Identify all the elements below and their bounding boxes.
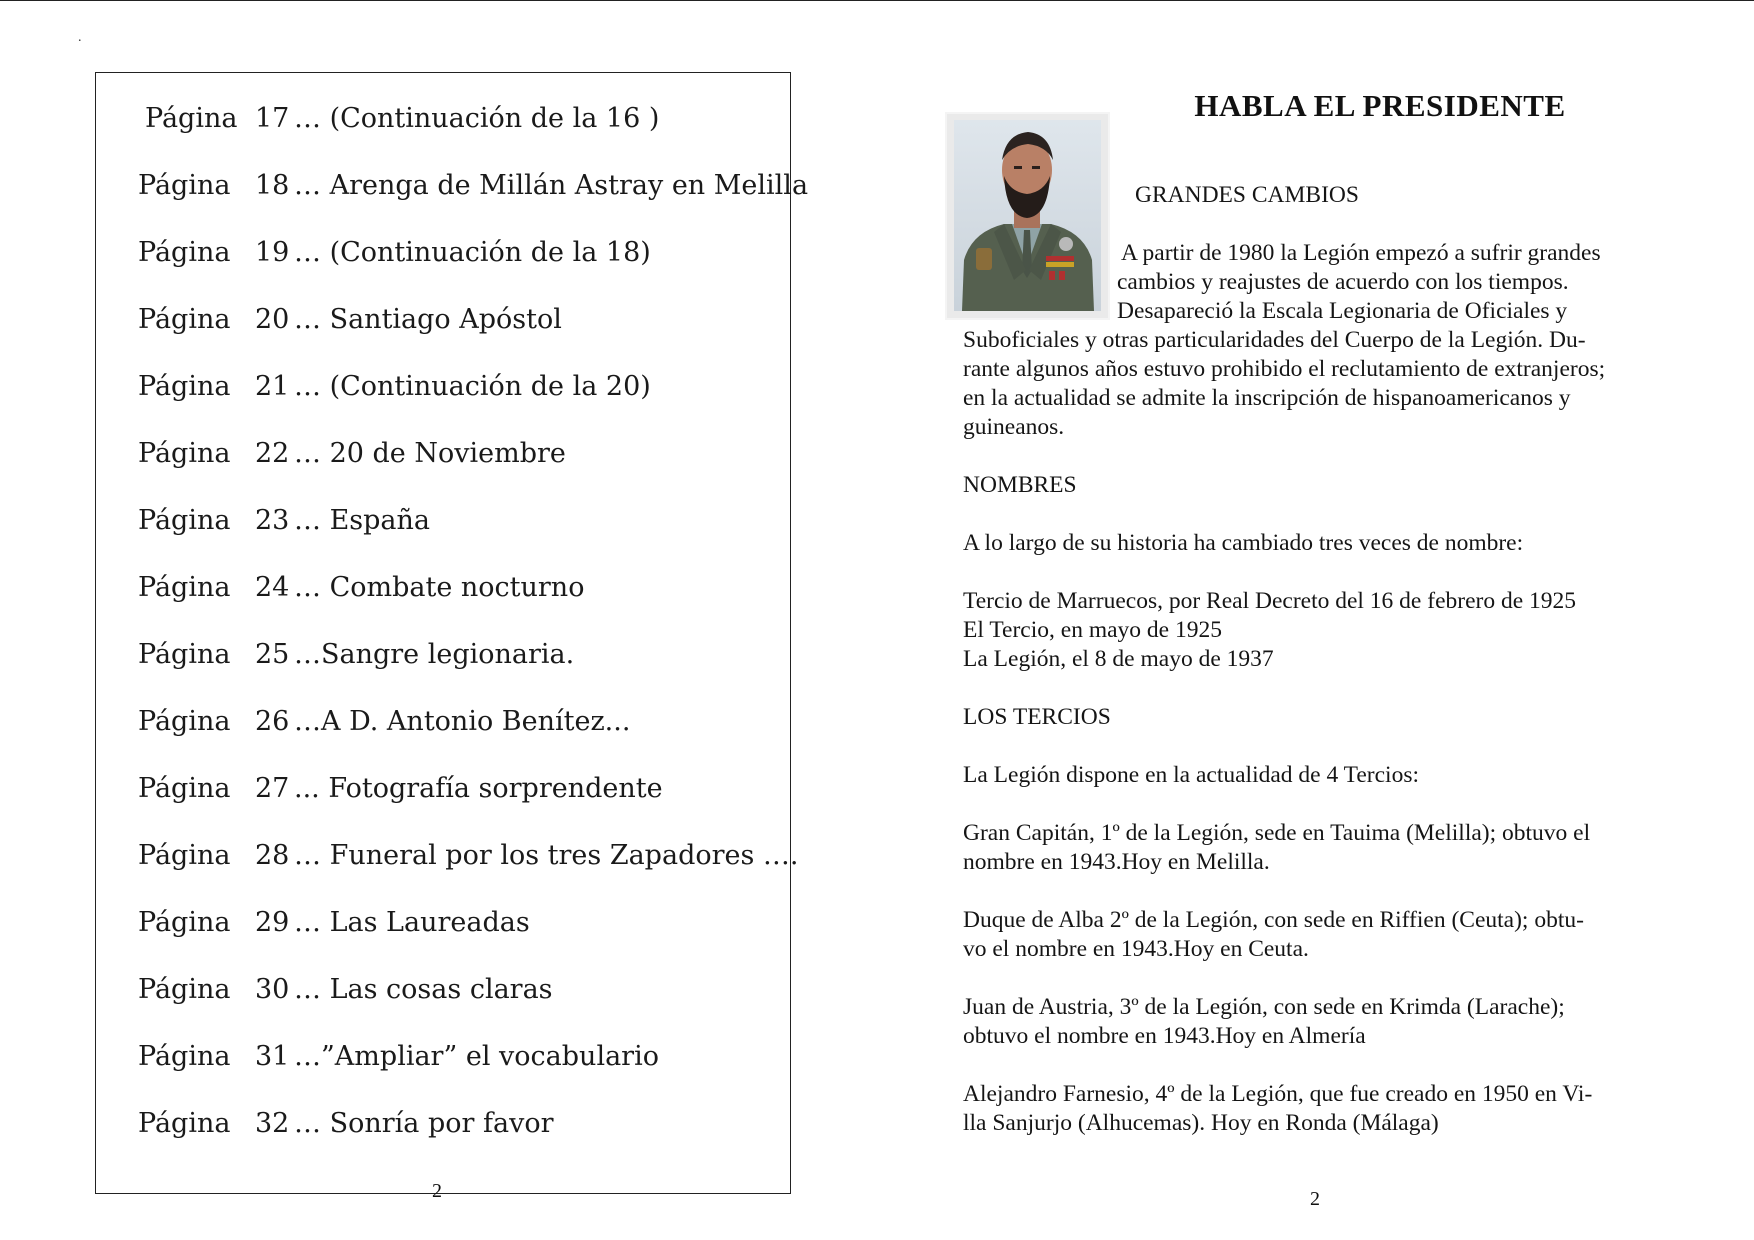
index-page-number: 22 [255,438,290,469]
index-entry-text: … Las Laureadas [294,907,530,938]
index-label: Página [138,170,231,201]
index-row [96,1108,786,1148]
top-border-line [0,0,1754,1]
index-row [96,170,809,210]
index-entry-text: …A D. Antonio Benítez... [294,706,631,737]
index-row [96,371,786,411]
index-entry-text: … España [294,505,431,536]
index-label: Página [138,840,231,871]
paragraph-line: rante algunos años estuvo prohibido el reclutamiento de extranjeros; [963,356,1606,382]
index-entry-text: …”Ampliar” el vocabulario [294,1041,659,1072]
paragraph-line: El Tercio, en mayo de 1925 [963,617,1222,643]
index-page-number: 17 [255,103,290,134]
paragraph-line: lla Sanjurjo (Alhucemas). Hoy en Ronda (Málaga) [963,1110,1439,1136]
left-page-number: 2 [432,1180,442,1202]
paragraph-line: Tercio de Marruecos, por Real Decreto del 16 de febrero de 1925 [963,588,1577,614]
index-entry-text: … Combate nocturno [294,572,585,603]
paragraph-line: Gran Capitán, 1º de la Legión, sede en Tauima (Melilla); obtuvo el [963,820,1591,846]
index-entry-text: … Sonría por favor [294,1108,554,1139]
section-heading-los-tercios: LOS TERCIOS [963,704,1111,730]
index-entry-text: … (Continuación de la 20) [294,371,651,402]
article-title: HABLA EL PRESIDENTE [1194,88,1566,123]
index-entry-text: … 20 de Noviembre [294,438,566,469]
index-label: Página [138,505,231,536]
paragraph-line: vo el nombre en 1943.Hoy en Ceuta. [963,936,1309,962]
index-page-number: 31 [255,1041,290,1072]
paragraph-line: La Legión dispone en la actualidad de 4 Tercios: [963,762,1420,788]
index-row [96,572,786,612]
index-entry-text: …Sangre legionaria. [294,639,575,670]
index-row [96,505,786,545]
index-row [96,639,786,679]
index-label: Página [138,907,231,938]
index-entry-text: ... Fotografía sorprendente [294,773,663,804]
section-heading-grandes-cambios: GRANDES CAMBIOS [1135,182,1359,208]
paragraph-line: Alejandro Farnesio, 4º de la Legión, que fue creado en 1950 en Vi- [963,1081,1593,1107]
index-row [96,706,786,746]
index-row [96,773,786,813]
index-page-number: 18 [255,170,290,201]
index-label: Página [138,1108,231,1139]
index-label: Página [138,438,231,469]
index-row [96,907,786,947]
section-heading-nombres: NOMBRES [963,472,1077,498]
paragraph-line: A lo largo de su historia ha cambiado tres veces de nombre: [963,530,1524,556]
index-page-number: 23 [255,505,290,536]
index-page-number: 21 [255,371,290,402]
paragraph-line: A partir de 1980 la Legión empezó a sufrir grandes [1121,240,1601,266]
index-row [96,103,786,143]
index-label: Página [138,639,231,670]
index-entry-text: … Funeral por los tres Zapadores …. [294,840,799,871]
index-label: Página [138,237,231,268]
index-label: Página [138,371,231,402]
paragraph-line: Desapareció la Escala Legionaria de Oficiales y [1117,298,1568,324]
index-page-number: 32 [255,1108,290,1139]
paragraph-line: guineanos. [963,414,1065,440]
stray-dot: . [78,30,82,45]
index-row [96,840,799,880]
index-entry-text: … Santiago Apóstol [294,304,562,335]
portrait-image [954,120,1101,311]
paragraph-line: cambios y reajustes de acuerdo con los tiempos. [1117,269,1569,295]
index-label: Página [138,572,231,603]
paragraph-line: Suboficiales y otras particularidades del Cuerpo de la Legión. Du- [963,327,1586,353]
index-page-number: 19 [255,237,290,268]
index-label: Página [145,103,238,134]
index-entry-text: … (Continuación de la 16 ) [294,103,660,134]
index-label: Página [138,1041,231,1072]
president-photo [945,112,1110,320]
index-page-number: 27 [255,773,290,804]
paragraph-line: nombre en 1943.Hoy en Melilla. [963,849,1270,875]
index-page-number: 28 [255,840,290,871]
index-page-number: 20 [255,304,290,335]
right-page-number: 2 [1310,1188,1320,1210]
paragraph-line: Duque de Alba 2º de la Legión, con sede en Riffien (Ceuta); obtu- [963,907,1584,933]
index-label: Página [138,974,231,1005]
index-frame [95,72,809,1194]
paragraph-line: Juan de Austria, 3º de la Legión, con sede en Krimda (Larache); [963,994,1565,1020]
index-entry-text: … (Continuación de la 18) [294,237,651,268]
paragraph-line: La Legión, el 8 de mayo de 1937 [963,646,1274,672]
index-page-number: 24 [255,572,290,603]
paragraph-line: en la actualidad se admite la inscripción de hispanoamericanos y [963,385,1571,411]
index-entry-text: … Las cosas claras [294,974,553,1005]
index-label: Página [138,773,231,804]
index-row [96,237,786,277]
paragraph-line: obtuvo el nombre en 1943.Hoy en Almería [963,1023,1366,1049]
index-label: Página [138,304,231,335]
index-page-number: 29 [255,907,290,938]
index-row [96,1041,786,1081]
index-page-number: 25 [255,639,290,670]
index-label: Página [138,706,231,737]
index-row [96,438,786,478]
index-row [96,974,786,1014]
index-entry-text: … Arenga de Millán Astray en Melilla [294,170,809,201]
index-row [96,304,786,344]
index-page-number: 30 [255,974,290,1005]
index-page-number: 26 [255,706,290,737]
